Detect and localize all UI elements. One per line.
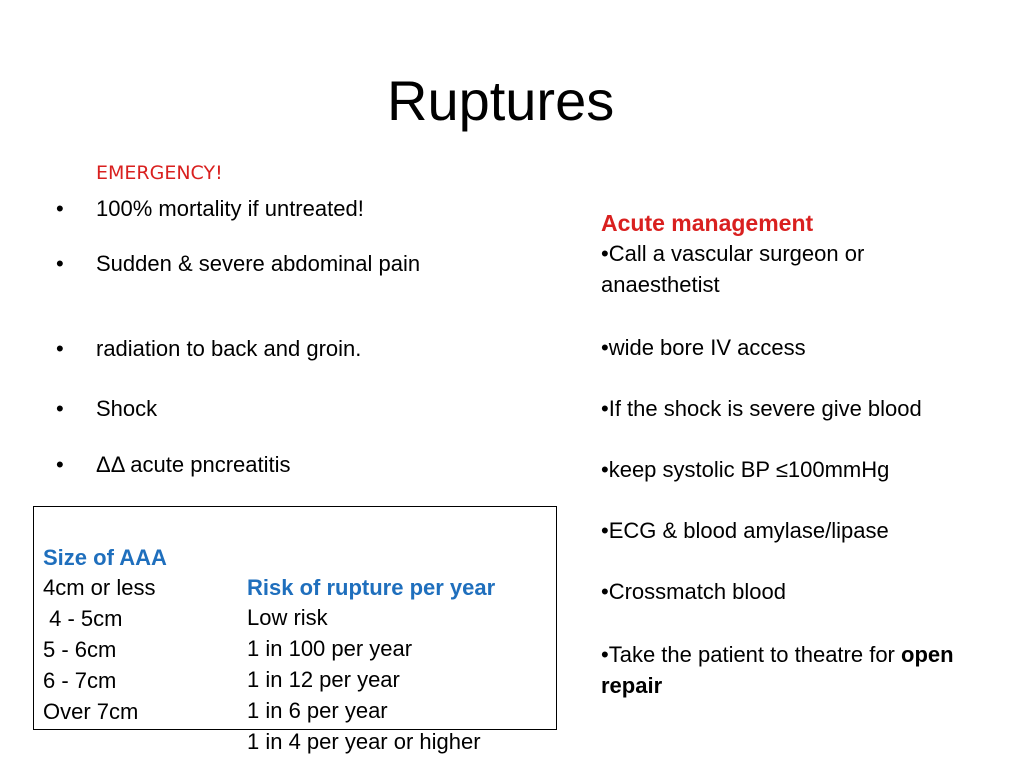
table-cell-size: 6 - 7cm [43,668,117,693]
table-cell-size: 4 - 5cm [43,606,123,631]
bullet-text: 100% mortality if untreated! [96,196,364,221]
bullet-text: radiation to back and groin. [96,336,362,361]
bullet-dot: • [56,336,64,361]
management-item: •ECG & blood amylase/lipase [601,518,889,543]
table-header-risk: Risk of rupture per year [247,575,496,600]
emergency-label: EMERGENCY! [96,162,223,184]
bullet-dot: • [56,251,64,276]
management-title: Acute management [601,210,814,236]
bullet-dot: • [56,196,64,221]
bullet-dot: • [56,452,64,477]
management-item-last-text: •Take the patient to theatre for [601,642,901,667]
table-cell-size: 4cm or less [43,575,156,600]
table-header-size: Size of AAA [43,545,167,570]
management-item: •Crossmatch blood [601,579,787,604]
bullet-text: Shock [96,396,158,421]
management-item: •wide bore IV access [601,335,806,360]
table-cell-size: 5 - 6cm [43,637,117,662]
bullet-text: Sudden & severe abdominal pain [96,251,421,276]
table-cell-size: Over 7cm [43,699,139,724]
table-cell-risk: 1 in 100 per year [247,636,413,661]
management-item: •Call a vascular surgeon or anaesthetist [601,241,865,297]
management-item: •If the shock is severe give blood [601,396,922,421]
table-cell-risk: 1 in 12 per year [247,667,400,692]
slide-title: Ruptures [387,69,615,132]
management-item-last [601,639,1019,701]
table-cell-risk: 1 in 6 per year [247,698,388,723]
management-item: •keep systolic BP ≤100mmHg [601,457,890,482]
table-cell-risk: Low risk [247,605,328,630]
bullet-text: ΔΔ acute pncreatitis [96,452,291,477]
management-item-last-bold: open repair [601,642,954,698]
aaa-risk-table [33,506,557,754]
table-cell-risk: 1 in 4 per year or higher [247,729,481,754]
bullet-dot: • [56,396,64,421]
